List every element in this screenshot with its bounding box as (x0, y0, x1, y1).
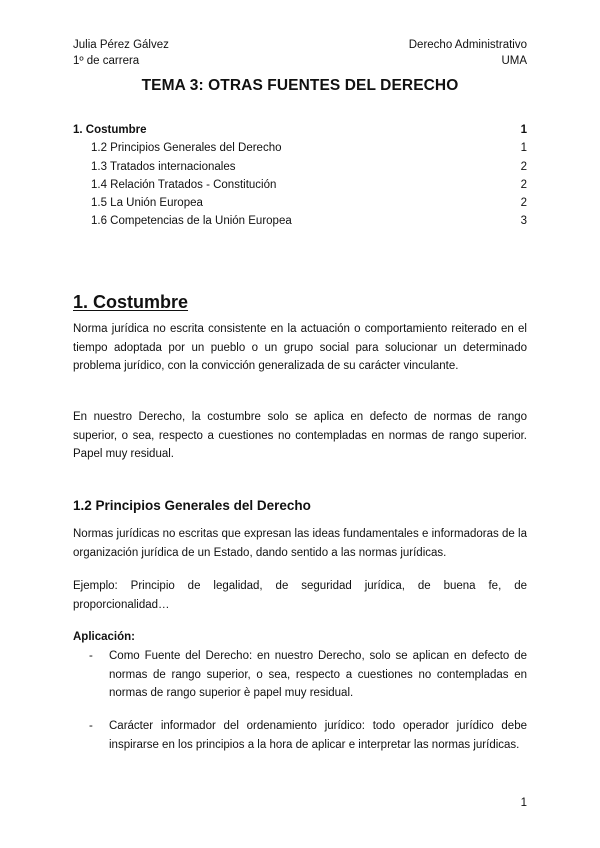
toc-entry[interactable] (73, 194, 527, 212)
paragraph-principios-definition: Normas jurídicas no escritas que expresan las ideas fundamentales e informadoras de la organización jurídica de un Estado, dando sentido a las normas jurídicas. (73, 528, 527, 559)
header-author: Julia Pérez Gálvez (73, 39, 169, 51)
application-label: Aplicación: (73, 631, 135, 643)
header-right (409, 37, 527, 69)
bullet-marker: - (89, 720, 93, 732)
toc-entry-page: 2 (520, 178, 527, 191)
toc-entry-page: 3 (520, 215, 527, 228)
paragraph-costumbre-definition: Norma jurídica no escrita consistente en la actuación o comportamiento reiterado en el tiempo adoptada por un pueblo o un grupo social para solucionar un determinado problema jurídico, con la convicción generalizada de su carácter vinculante. (73, 323, 527, 372)
toc-entry-label: 1.6 Competencias de la Unión Europea (91, 215, 292, 228)
toc-entry-page: 2 (520, 160, 527, 173)
section-heading-principios: 1.2 Principios Generales del Derecho (73, 498, 311, 513)
toc-entry-label: 1.5 La Unión Europea (91, 197, 203, 210)
list-item-text: Como Fuente del Derecho: en nuestro Derecho, solo se aplican en defecto de normas de rango superior, o sea, respecto a cuestiones no contempladas en normas de rango superior è papel muy residual. (109, 650, 527, 699)
toc-entry-page: 1 (520, 124, 527, 136)
toc-entry-page: 2 (520, 197, 527, 210)
section-heading-costumbre: 1. Costumbre (73, 292, 189, 312)
toc-entry-label: 1.3 Tratados internacionales (91, 160, 236, 173)
header-university: UMA (501, 55, 527, 67)
list-item (89, 717, 527, 754)
toc-entry-label: 1.4 Relación Tratados - Constitución (91, 178, 277, 191)
bullet-marker: - (89, 650, 93, 662)
document-title: TEMA 3: OTRAS FUENTES DEL DERECHO (141, 77, 459, 94)
paragraph-costumbre-application: En nuestro Derecho, la costumbre solo se aplica en defecto de normas de rango superior, o sea, respecto a cuestiones no contempladas en normas de rango superior. Papel muy residual. (73, 411, 527, 460)
list-item-text: Carácter informador del ordenamiento jurídico: todo operador jurídico debe inspirarse en los principios a la hora de aplicar e interpretar las normas jurídicas. (109, 720, 527, 751)
toc-entry[interactable] (73, 121, 527, 139)
toc-entry[interactable] (73, 212, 527, 230)
toc-entry-label: 1.2 Principios Generales del Derecho (91, 142, 282, 155)
toc-entry[interactable] (73, 158, 527, 176)
toc-entry-page: 1 (520, 142, 527, 155)
list-item (89, 647, 527, 703)
toc-entry-label: 1. Costumbre (73, 124, 147, 136)
table-of-contents (73, 121, 527, 231)
toc-entry[interactable] (73, 139, 527, 157)
toc-entry[interactable] (73, 176, 527, 194)
header-subject: Derecho Administrativo (408, 39, 527, 51)
paragraph-principios-example: Ejemplo: Principio de legalidad, de seguridad jurídica, de buena fe, de proporcionalidad… (73, 580, 527, 611)
header-left (73, 37, 169, 69)
header-course: 1º de carrera (73, 55, 140, 67)
page-number: 1 (520, 797, 527, 809)
